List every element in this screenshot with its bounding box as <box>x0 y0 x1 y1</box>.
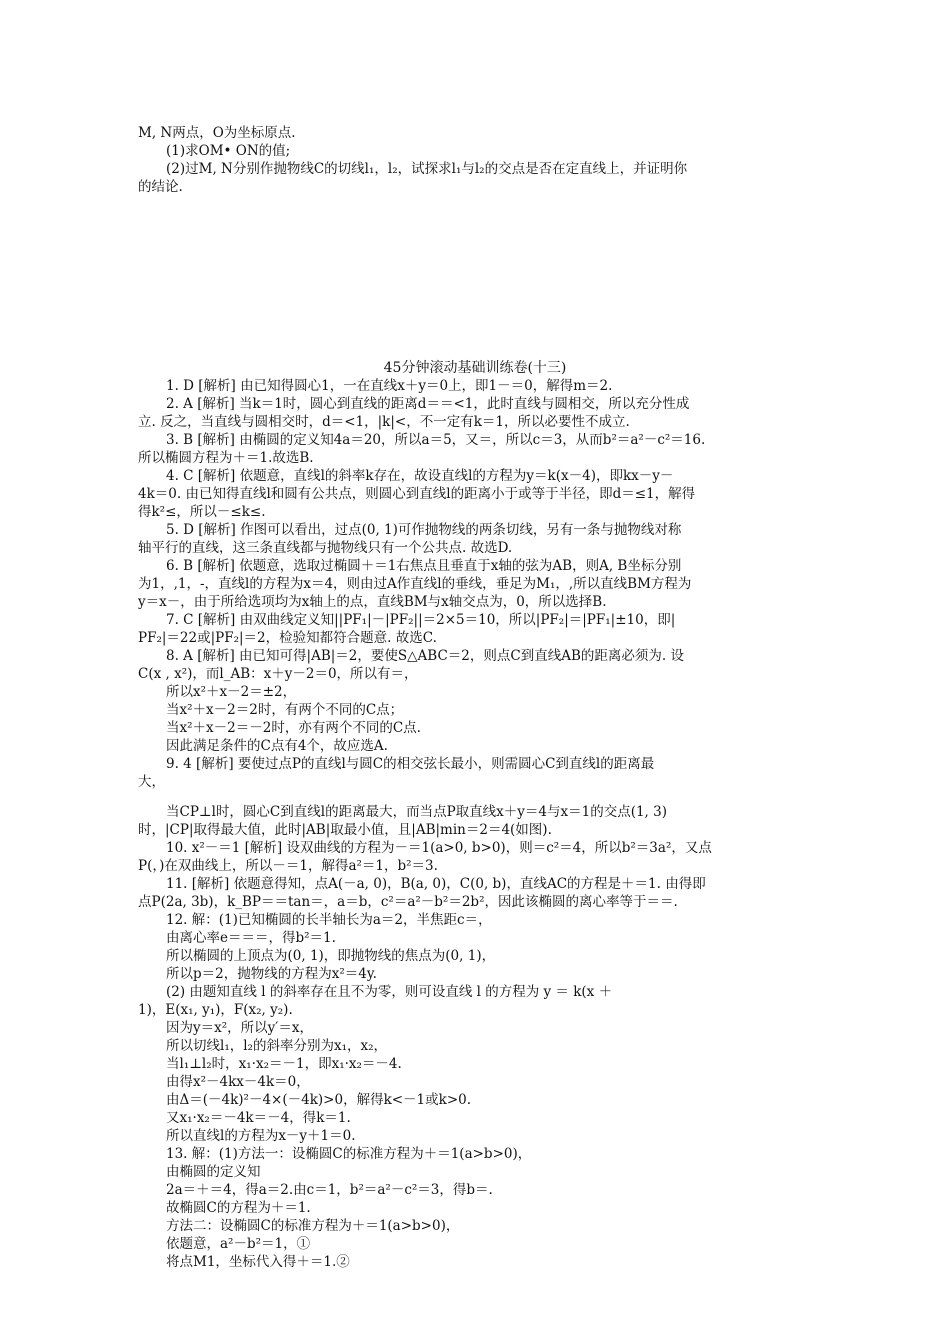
answer-line: 因此满足条件的C点有4个，故应选A. <box>166 738 388 754</box>
answer-line: 故椭圆C的方程为＋＝1. <box>166 1200 311 1216</box>
answer-line: C(x , x²)，而l_AB：x＋y－2＝0，所以有＝， <box>138 666 418 682</box>
answer-line: 立. 反之，当直线与圆相交时，d＝<1，|k|<，不一定有k＝1，所以必要性不成立. <box>138 414 630 430</box>
answer-line: 2a＝＋＝4，得a＝2.由c＝1，b²＝a²－c²＝3，得b＝. <box>166 1182 493 1198</box>
answer-line: 所以椭圆方程为＋＝1.故选B. <box>138 450 314 466</box>
answer-line: 1)，E(x₁, y₁)，F(x₂, y₂). <box>138 1002 293 1018</box>
problem-text-line: 的结论. <box>138 179 183 195</box>
problem-text-line: (1)求OM• ON的值; <box>166 143 291 159</box>
answer-line: 所以p＝2，抛物线的方程为x²＝4y. <box>166 966 377 982</box>
answer-line: (2) 由题知直线 l 的斜率存在且不为零，则可设直线 l 的方程为 y ＝ k(x ＋ <box>166 984 613 1000</box>
answer-line: 4. C [解析] 依题意，直线l的斜率k存在，故设直线l的方程为y＝k(x－4)，即kx－y－ <box>166 468 674 484</box>
answer-line: 由离心率e＝＝＝，得b²＝1. <box>166 930 336 946</box>
answer-line: 当x²＋x－2＝－2时，亦有两个不同的C点. <box>166 720 421 736</box>
answer-line: 所以椭圆的上顶点为(0, 1)，即抛物线的焦点为(0, 1)， <box>166 948 496 964</box>
answer-line: 11. [解析] 依题意得知，点A(－a, 0)，B(a, 0)，C(0, b)，直线AC的方程是＋＝1. 由得即 <box>166 876 706 892</box>
answer-line: 9. 4 [解析] 要使过点P的直线l与圆C的相交弦长最小，则需圆心C到直线l的距离最 <box>166 756 655 772</box>
answer-line: 大， <box>138 774 165 790</box>
answer-line: 当CP⊥l时，圆心C到直线l的距离最大，而当点P取直线x＋y＝4与x＝1的交点(1, 3) <box>166 804 667 820</box>
answer-line: 由Δ＝(－4k)²－4×(－4k)>0，解得k<－1或k>0. <box>166 1092 472 1108</box>
answer-line: 12. 解：(1)已知椭圆的长半轴长为a＝2，半焦距c＝， <box>166 912 492 928</box>
answer-line: 3. B [解析] 由椭圆的定义知4a＝20，所以a＝5，又＝，所以c＝3，从而b²＝a²－c²＝16. <box>166 432 706 448</box>
problem-text-line: (2)过M, N分别作抛物线C的切线l₁，l₂，试探求l₁与l₂的交点是否在定直线上，并证明你 <box>166 161 688 177</box>
answer-line: P(，)在双曲线上，所以－＝1，解得a²＝1，b²＝3. <box>138 858 438 874</box>
answer-line: 6. B [解析] 依题意，选取过椭圆＋＝1右焦点且垂直于x轴的弦为AB，则A, B坐标分别 <box>166 558 682 574</box>
answer-line: 8. A [解析] 由已知可得|AB|＝2，要使S△ABC＝2，则点C到直线AB的距离必须为. 设 <box>166 648 684 664</box>
answer-line: 将点M1，坐标代入得＋＝1.② <box>166 1254 350 1270</box>
section-title: 45分钟滚动基础训练卷(十三) <box>383 360 567 376</box>
answer-line: 轴平行的直线，这三条直线都与抛物线只有一个公共点. 故选D. <box>138 540 513 556</box>
answer-line: 7. C [解析] 由双曲线定义知||PF₁|－|PF₂||＝2×5＝10，所以|PF₂|＝|PF₁|±10，即| <box>166 612 676 628</box>
answer-line: 所以切线l₁，l₂的斜率分别为x₁，x₂， <box>166 1038 388 1054</box>
answer-line: 方法二：设椭圆C的标准方程为＋＝1(a>b>0)， <box>166 1218 460 1234</box>
answer-line: 所以x²＋x－2＝±2， <box>166 684 297 700</box>
answer-line: PF₂|＝22或|PF₂|＝2，检验知都符合题意. 故选C. <box>138 630 437 646</box>
answer-line: 得k²≤，所以－≤k≤. <box>138 504 266 520</box>
answer-line: 点P(2a, 3b)，k_BP＝＝tan＝，a＝b，c²＝a²－b²＝2b²，因此该椭圆的离心率等于＝＝. <box>138 894 678 910</box>
answer-line: 时，|CP|取得最大值，此时|AB|取最小值，且|AB|min＝2＝4(如图). <box>138 822 552 838</box>
problem-text-line: M, N两点，O为坐标原点. <box>138 125 296 141</box>
answer-line: 13. 解：(1)方法一：设椭圆C的标准方程为＋＝1(a>b>0)， <box>166 1146 532 1162</box>
answer-line: 所以直线l的方程为x－y＋1＝0. <box>166 1128 356 1144</box>
answer-line: 5. D [解析] 作图可以看出，过点(0, 1)可作抛物线的两条切线，另有一条与抛物线对称 <box>166 522 682 538</box>
answer-line: 4k＝0. 由已知得直线l和圆有公共点，则圆心到直线l的距离小于或等于半径，即d＝≤1，解得 <box>138 486 696 502</box>
answer-line: 依题意，a²－b²＝1，① <box>166 1236 311 1252</box>
answer-line: 又x₁·x₂＝－4k＝－4，得k＝1. <box>166 1110 351 1126</box>
answer-line: 为1，,1，-，直线l的方程为x＝4，则由过A作直线l的垂线，垂足为M₁，,所以直线BM方程为 <box>138 576 692 592</box>
answer-line: 由椭圆的定义知 <box>166 1164 261 1180</box>
answer-line: 当l₁⊥l₂时，x₁·x₂＝－1，即x₁·x₂＝－4. <box>166 1056 402 1072</box>
answer-line: 10. x²－＝1 [解析] 设双曲线的方程为－＝1(a>0, b>0)，则＝c²＝4，所以b²＝3a²，又点 <box>166 840 712 856</box>
answer-line: 由得x²－4kx－4k＝0， <box>166 1074 310 1090</box>
answer-line: 2. A [解析] 当k＝1时，圆心到直线的距离d＝＝<1，此时直线与圆相交，所以充分性成 <box>166 396 690 412</box>
answer-line: y＝x－，由于所给选项均为x轴上的点，直线BM与x轴交点为，0，所以选择B. <box>138 594 607 610</box>
answer-line: 因为y＝x²，所以y′＝x， <box>166 1020 313 1036</box>
answer-line: 当x²＋x－2＝2时，有两个不同的C点； <box>166 702 404 718</box>
answer-line: 1. D [解析] 由已知得圆心1，一在直线x＋y＝0上，即1－＝0，解得m＝2. <box>166 378 613 394</box>
